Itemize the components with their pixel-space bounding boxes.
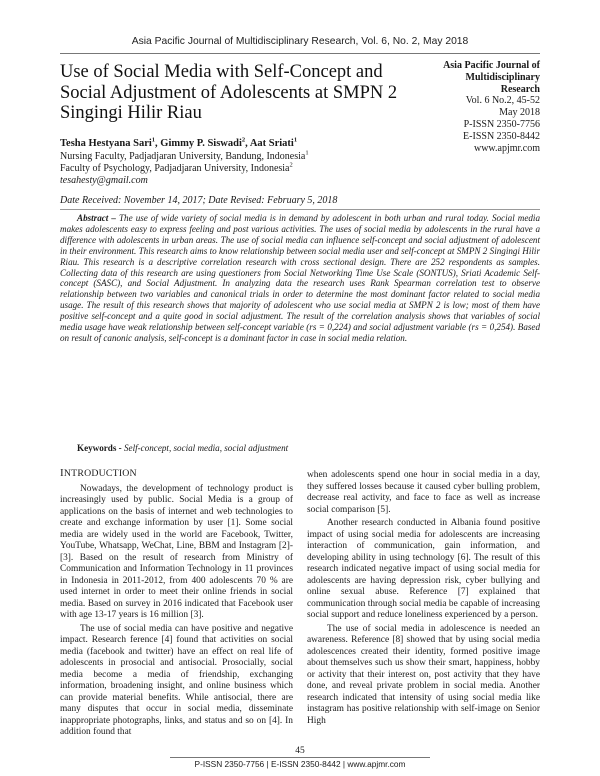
journal-info-box: [410, 60, 540, 154]
body-paragraph: Nowadays, the development of technology product is increasingly used by public. Social Media is a group of applications on the basis of internet and web technologies to create and exchange information by user [1]. Some social media are widely used in the world are Facebook, Twitter, YouTube, Whatsapp, WeChat, Line, BBM and Instagram [2]-[3]. Based on the result of research from Ministry of Communication and Information Technology in 11 provinces in Indonesia in 2011-2012, from 400 adolescents 70 % are used internet in order to meet their online friends in social media. Based on survey in 2016 indicated that Facebook user with age 13-17 years is 16 million [3].: [60, 483, 293, 620]
affiliation-mark: 1: [305, 149, 309, 157]
author-affil-mark: 2: [241, 136, 246, 144]
body-paragraph: Another research conducted in Albania found positive impact of using social media for adolescents are increasing interaction of communication, gain information, and developing ability in using technology [6]. The result of this research indicated negative impact of using social media for adolescents are having depression risk, cyber bullying and online sexual abuse. Reference [7] explained that communication through social media be capable of increasing social support and reduce loneliness experienced by a person.: [307, 518, 540, 620]
running-head: Asia Pacific Journal of Multidisciplinary Research, Vol. 6, No. 2, May 2018: [131, 36, 469, 47]
affiliation-text: Nursing Faculty, Padjadjaran University, Bandung, Indonesia: [60, 151, 306, 162]
abstract: [60, 213, 540, 344]
page-number: 45: [295, 746, 305, 756]
body-paragraph-continued: when adolescents spend one hour in social media in a day, they suffered losses because it caused cyber bulling problem, decrease real activity, and face to face as well as increase social comparison [5].: [307, 470, 540, 515]
submission-dates: Date Received: November 14, 2017; Date Revised: February 5, 2018: [60, 195, 338, 206]
section-heading-text: NTRODUCTION: [63, 468, 137, 479]
section-heading-introduction: [60, 468, 293, 480]
abstract-divider: [60, 209, 540, 210]
affiliation-2: [60, 163, 293, 175]
journal-name-line2: Multidisciplinary: [465, 71, 540, 83]
body-column-right: [307, 470, 540, 729]
affiliation-mark: 2: [289, 161, 293, 169]
abstract-label: Abstract –: [77, 213, 116, 223]
paper-title: Use of Social Media with Self-Concept and Social Adjustment of Adolescents at SMPN 2 Singingi Hilir Riau: [60, 62, 398, 123]
journal-e-issn: E-ISSN 2350-8442: [463, 130, 540, 142]
author-affil-mark: 1: [151, 136, 156, 144]
author-affil-mark: 1: [293, 136, 298, 144]
footer-divider: [170, 757, 430, 758]
author-list: Tesha Hestyana Sari$^1$, Gimmy P. Siswadi$^2$, Aat Sriati$^1$: [60, 136, 298, 149]
author-name: Gimmy P. Siswadi: [160, 138, 242, 149]
footer-issn: P-ISSN 2350-7756 | E-ISSN 2350-8442 | www.apjmr.com: [194, 759, 406, 769]
body-column-left: [60, 468, 293, 741]
author-name: Tesha Hestyana Sari: [60, 138, 152, 149]
journal-p-issn: P-ISSN 2350-7756: [463, 118, 540, 130]
journal-name-line3: Research: [500, 83, 540, 95]
author-email[interactable]: tesahesty@gmail.com: [60, 175, 148, 186]
journal-volume: Vol. 6 No.2, 45-52: [465, 95, 540, 107]
journal-date: May 2018: [499, 107, 540, 119]
journal-name-line1: Asia Pacific Journal of: [443, 60, 540, 71]
body-paragraph: The use of social media in adolescence is needed an awareness. Reference [8] showed that by using social media adolescences created their identity, formed positive image about themselves such us show their smart, happiness, hobby or activity that their interest on, post activity that they have done, and reveal private problem in social media. Another research indicated that intensity of using social media like instagram has positive relationship with self-image on Senior High: [307, 623, 540, 726]
section-heading-initial: I: [60, 467, 64, 479]
keywords: [77, 443, 288, 453]
author-name: Aat Sriati: [249, 138, 294, 149]
keywords-label: Keywords -: [77, 443, 122, 453]
affiliation-text: Faculty of Psychology, Padjadjaran University, Indonesia: [60, 163, 290, 174]
body-paragraph: The use of social media can have positive and negative impact. Research ference [4] found that activities on social media (facebook and twitter) have an effect on real life of adolescents in prosocial and antisocial. Prosocially, social media become a media of friendship, exchanging information, broadening insight, and online business which can provide material benefits. While antisocial, there are many disputes that occur in social media, disseminate inappropriate photographs, links, and status and so on [4]. In addition found that: [60, 623, 293, 737]
abstract-text: The use of wide variety of social media is in demand by adolescent in both urban and rural today. Social media makes adolescents easy to express feeling and post various activities. The uses of social media by adolescents in the rural have a difference with adolescents in urban areas. The use of social media can influence self-concept and social adjustment of adolescent in their environment. This research aims to know relationship between social media user and self-concept at SMPN 2 Singingi Hilir Riau. This research is a descriptive correlation research with cross sectional design. There are 252 respondents as samples. Collecting data of this research are using questioners from Social Networking Time Use Scale (SONTUS), Sriati Academic Self-concept (SASC), and Social Adjustment. In analyzing data the research uses Rank Spearman correlation test to observe relationship between two variables and canonical trials in order to determine the most dominant factor related to social media usage. The result of this research shows that majority of adolescent who use social media at SMPN 2 is low; most of them have positive self-concept and a quite good in social adjustment. The result of the correlation analysis shows that variables of social media usage have weak relationship between self-concept variable (rs = 0,224) and social adjustment variable (rs = 0,254). Based on result of canonic analysis, self-concept is a dominant factor in case in social media relation.: [60, 213, 540, 343]
header-divider: [60, 53, 540, 54]
affiliation-1: [60, 151, 309, 163]
journal-website[interactable]: www.apjmr.com: [473, 142, 540, 154]
keywords-text: Self-concept, social media, social adjustment: [124, 443, 289, 453]
